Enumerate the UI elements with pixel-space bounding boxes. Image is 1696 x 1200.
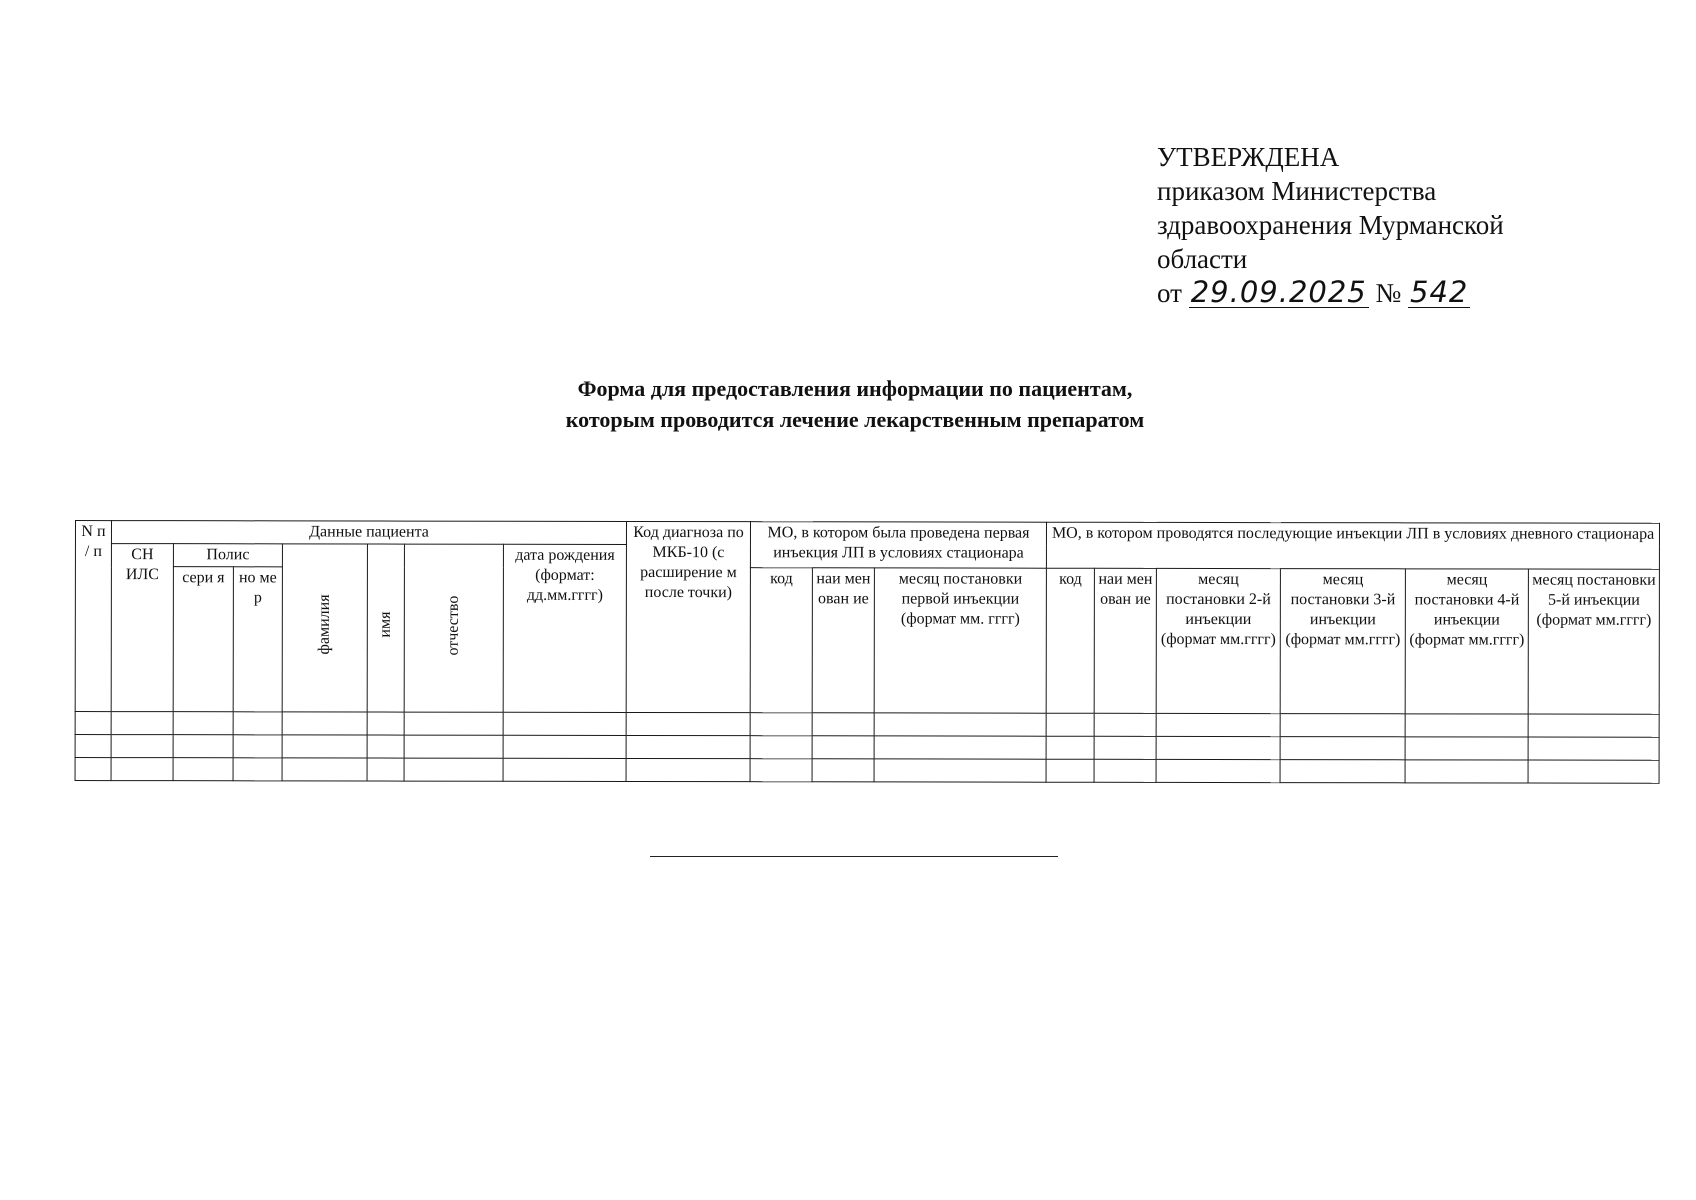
header-surname-label: фамилия [315,594,333,655]
table-row [75,758,1659,784]
table-cell[interactable] [1405,737,1528,760]
table-cell[interactable] [75,758,111,781]
header-mo-subsequent-injections: МО, в котором проводятся последующие инъекции ЛП в условиях дневного стационара [1046,522,1659,569]
number-sign: № [1375,278,1402,308]
header-polis: Полис [173,544,282,567]
approval-heading: УТВЕРЖДЕНА [1157,142,1340,172]
table-cell[interactable] [750,713,812,736]
table-cell[interactable] [1046,759,1094,782]
table-cell[interactable] [1094,736,1156,759]
table-cell[interactable] [750,759,812,782]
header-mo-first-name: наи мен ован ие [812,568,874,713]
form-title-line-1: Форма для предоставления информации по пациентам, [577,376,1133,401]
table-cell[interactable] [1156,759,1280,782]
header-injection-5-month: месяц постановки 5-й инъекции (формат мм.гггг) [1528,569,1659,714]
approval-ministry-line: здравоохранения Мурманской [1157,210,1504,240]
header-polis-number: но ме р [233,567,282,712]
header-patient-data: Данные пациента [111,521,626,545]
table-row [75,712,1659,738]
header-row-number: N п / п [75,521,111,712]
table-cell[interactable] [173,758,233,781]
table-cell[interactable] [1094,759,1156,782]
table-cell[interactable] [626,735,750,758]
table-cell[interactable] [1280,760,1405,783]
table-cell[interactable] [111,758,173,781]
table-cell[interactable] [404,758,503,781]
table-cell[interactable] [874,736,1046,759]
approval-order-line: приказом Министерства [1157,176,1437,206]
table-cell[interactable] [1528,737,1659,760]
approval-date-line [1157,276,1597,310]
table-cell[interactable] [874,759,1046,782]
table-cell[interactable] [503,758,626,781]
table-cell[interactable] [1528,760,1659,783]
patient-table [75,520,1661,784]
header-injection-3-month: месяц постановки 3-й инъекции (формат мм.гггг) [1280,569,1405,714]
header-mo-first-injection: МО, в котором была проведена первая инъекция ЛП в условиях стационара [750,522,1046,569]
header-birth-date: дата рождения (формат: дд.мм.гггг) [503,544,626,712]
table-row [75,735,1659,761]
table-cell[interactable] [282,758,367,781]
header-surname [282,544,367,712]
form-title-line-2: которым проводится лечение лекарственным препаратом [565,407,1145,432]
header-first-injection-month: месяц постановки первой инъекции (формат мм. гггг) [874,568,1046,713]
table-cell[interactable] [1405,760,1528,783]
table-cell[interactable] [1405,714,1528,737]
table-cell[interactable] [173,735,233,758]
header-patronymic [404,544,503,712]
header-injection-2-month: месяц постановки 2-й инъекции (формат мм.гггг) [1156,568,1280,713]
header-mo-next-code: код [1046,568,1094,713]
table-cell[interactable] [173,712,233,735]
table-cell[interactable] [1280,714,1405,737]
handwritten-number: 542 [1410,275,1469,309]
table-cell[interactable] [367,735,404,758]
header-patronymic-label: отчество [444,595,462,656]
table-cell[interactable] [233,735,282,758]
table-cell[interactable] [282,712,367,735]
header-name [367,544,404,712]
table-cell[interactable] [812,759,874,782]
table-cell[interactable] [404,735,503,758]
table-cell[interactable] [233,712,282,735]
table-cell[interactable] [367,712,404,735]
header-diagnosis-code: Код диагноза по МКБ-10 (с расширение м после точки) [626,521,750,712]
table-cell[interactable] [111,735,173,758]
table-cell[interactable] [1094,713,1156,736]
header-polis-series: сери я [173,567,233,712]
table-cell[interactable] [367,758,404,781]
table-cell[interactable] [503,735,626,758]
table-cell[interactable] [233,758,282,781]
table-cell[interactable] [750,736,812,759]
table-cell[interactable] [626,712,750,735]
approval-region-line: области [1157,244,1248,274]
table-cell[interactable] [75,735,111,758]
table-cell[interactable] [1280,737,1405,760]
table-cell[interactable] [1156,736,1280,759]
table-cell[interactable] [812,736,874,759]
handwritten-date: 29.09.2025 [1190,275,1367,309]
table-cell[interactable] [111,712,173,735]
approval-block [1157,140,1597,310]
table-cell[interactable] [812,713,874,736]
patient-table-wrapper [75,520,1659,784]
table-cell[interactable] [1046,713,1094,736]
table-cell[interactable] [282,735,367,758]
header-mo-next-name: наи мен ован ие [1094,568,1156,713]
table-cell[interactable] [75,712,111,735]
date-prefix: от [1157,278,1182,308]
table-cell[interactable] [404,712,503,735]
header-injection-4-month: месяц постановки 4-й инъекции (формат мм.гггг) [1405,569,1528,714]
table-cell[interactable] [1528,714,1659,737]
header-name-label: имя [376,611,394,639]
table-cell[interactable] [1046,736,1094,759]
form-title [400,373,1310,435]
table-cell[interactable] [1156,713,1280,736]
closing-divider-line [650,856,1058,857]
table-cell[interactable] [874,713,1046,736]
table-cell[interactable] [626,758,750,781]
table-cell[interactable] [503,712,626,735]
header-mo-first-code: код [750,568,812,713]
header-snils: СН ИЛС [111,544,173,712]
